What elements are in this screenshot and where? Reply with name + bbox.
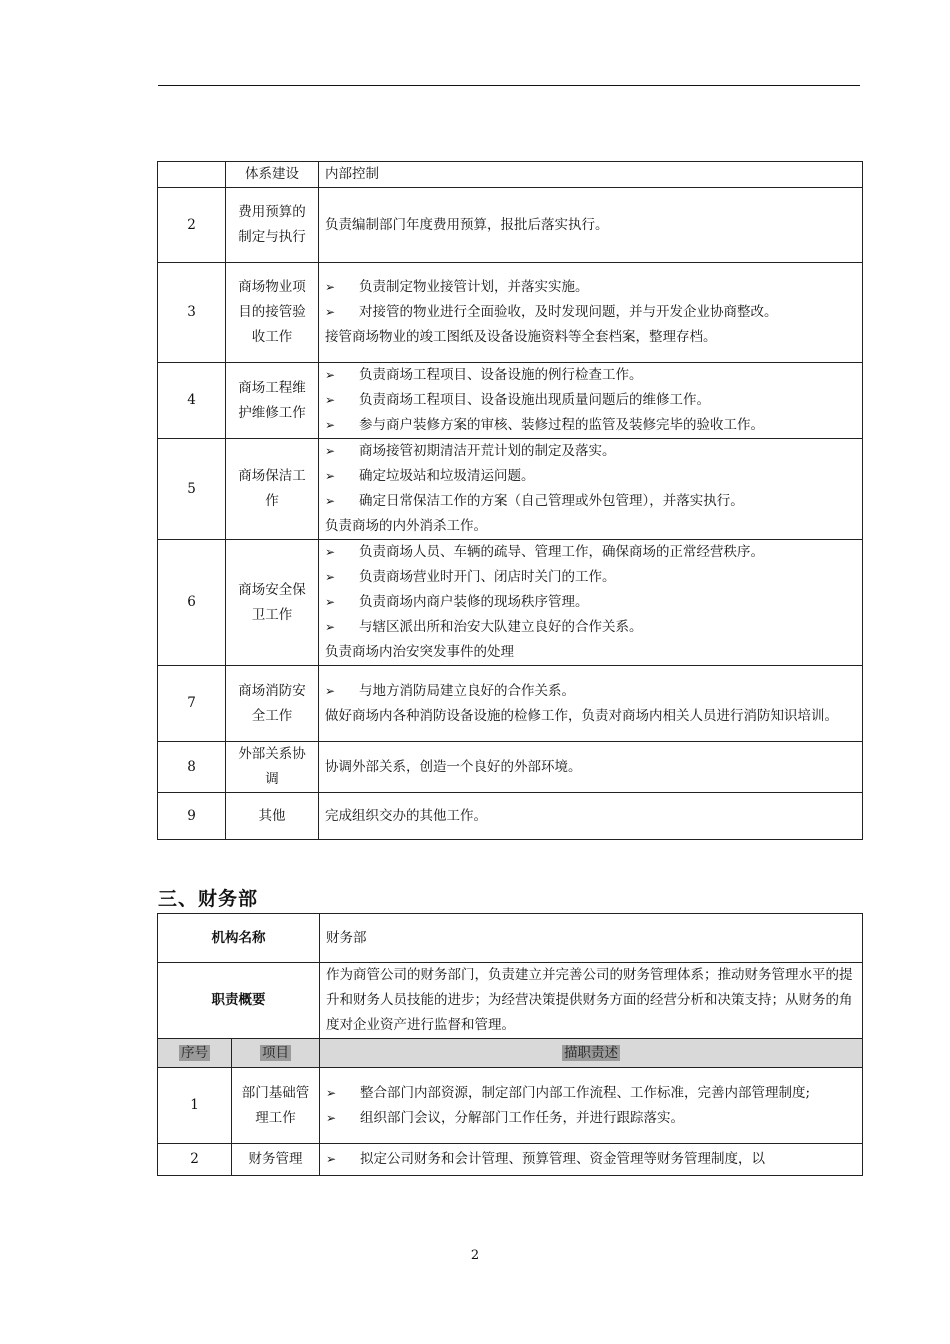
org-name-row bbox=[158, 914, 863, 963]
row-number: 9 bbox=[158, 793, 226, 840]
row-item: 部门基础管理工作 bbox=[232, 1068, 320, 1144]
desc-line: 负责编制部门年度费用预算，报批后落实执行。 bbox=[325, 216, 609, 233]
row-item: 商场安全保卫工作 bbox=[226, 540, 319, 666]
table-row bbox=[158, 439, 863, 540]
bullet-line: ➢ 负责商场营业时开门、闭店时关门的工作。 bbox=[325, 565, 856, 590]
row-desc bbox=[319, 666, 863, 742]
duty-summary-value: 作为商管公司的财务部门，负责建立并完善公司的财务管理体系；推动财务管理水平的提升和财务人员技能的进步；为经营决策提供财务方面的经营分析和决策支持；从财务的角度对企业资产进行监督和管理。 bbox=[320, 963, 863, 1039]
row-item: 财务管理 bbox=[232, 1144, 320, 1176]
bullet-line: ➢ 确定垃圾站和垃圾清运问题。 bbox=[325, 464, 856, 489]
arrow-bullet-icon: ➢ bbox=[325, 393, 336, 407]
row-number: 7 bbox=[158, 666, 226, 742]
header-cell-system: 体系建设 bbox=[226, 162, 319, 188]
row-desc bbox=[319, 439, 863, 540]
row-desc bbox=[319, 742, 863, 793]
header-cell-desc: 描职责述 bbox=[320, 1039, 863, 1068]
header-cell-control: 内部控制 bbox=[319, 162, 863, 188]
bullet-line: ➢ 与辖区派出所和治安大队建立良好的合作关系。 bbox=[325, 615, 856, 640]
arrow-bullet-icon: ➢ bbox=[325, 595, 336, 609]
arrow-bullet-icon: ➢ bbox=[325, 494, 336, 508]
arrow-bullet-icon: ➢ bbox=[325, 570, 336, 584]
table-row bbox=[158, 793, 863, 840]
bullet-line: ➢ 负责商场工程项目、设备设施的例行检查工作。 bbox=[325, 363, 856, 388]
bullet-line: ➢ 拟定公司财务和会计管理、预算管理、资金管理等财务管理制度，以 bbox=[326, 1147, 856, 1172]
row-item: 费用预算的制定与执行 bbox=[226, 188, 319, 263]
row-item: 商场保洁工作 bbox=[226, 439, 319, 540]
table-row bbox=[158, 666, 863, 742]
row-item: 其他 bbox=[226, 793, 319, 840]
table-row bbox=[158, 263, 863, 363]
duty-summary-row bbox=[158, 963, 863, 1039]
header-cell-no: 序号 bbox=[158, 1039, 232, 1068]
duty-summary-label: 职责概要 bbox=[158, 963, 320, 1039]
table-header-row bbox=[158, 1039, 863, 1068]
arrow-bullet-icon: ➢ bbox=[325, 620, 336, 634]
row-number: 8 bbox=[158, 742, 226, 793]
row-desc bbox=[319, 263, 863, 363]
bullet-line: ➢ 对接管的物业进行全面验收，及时发现问题，并与开发企业协商整改。 bbox=[325, 300, 856, 325]
row-number: 1 bbox=[158, 1068, 232, 1144]
table-row bbox=[158, 1068, 863, 1144]
table-row bbox=[158, 363, 863, 439]
row-desc bbox=[319, 540, 863, 666]
section-title: 三、财务部 bbox=[158, 888, 259, 910]
table-row bbox=[158, 742, 863, 793]
row-desc bbox=[319, 188, 863, 263]
row-number: 5 bbox=[158, 439, 226, 540]
org-name-value: 财务部 bbox=[320, 914, 863, 963]
bullet-line: ➢ 商场接管初期清洁开荒计划的制定及落实。 bbox=[325, 439, 856, 464]
arrow-bullet-icon: ➢ bbox=[325, 418, 336, 432]
desc-line: 完成组织交办的其他工作。 bbox=[325, 807, 487, 824]
desc-line: 接管商场物业的竣工图纸及设备设施资料等全套档案，整理存档。 bbox=[325, 329, 717, 345]
desc-line: 负责商场内治安突发事件的处理 bbox=[325, 644, 514, 660]
desc-line: 协调外部关系，创造一个良好的外部环境。 bbox=[325, 758, 582, 775]
row-item: 商场工程维护维修工作 bbox=[226, 363, 319, 439]
arrow-bullet-icon: ➢ bbox=[325, 545, 336, 559]
row-item: 商场物业项目的接管验收工作 bbox=[226, 263, 319, 363]
page-number: 2 bbox=[470, 1248, 480, 1263]
row-desc bbox=[319, 793, 863, 840]
row-item: 外部关系协调 bbox=[226, 742, 319, 793]
arrow-bullet-icon: ➢ bbox=[325, 280, 336, 294]
arrow-bullet-icon: ➢ bbox=[325, 444, 336, 458]
org-name-label: 机构名称 bbox=[158, 914, 320, 963]
responsibility-table-engineering bbox=[157, 161, 863, 840]
table-header-row bbox=[158, 162, 863, 188]
desc-line: 做好商场内各种消防设备设施的检修工作，负责对商场内相关人员进行消防知识培训。 bbox=[325, 707, 838, 724]
table-row bbox=[158, 1144, 863, 1176]
bullet-line: ➢ 负责制定物业接管计划，并落实实施。 bbox=[325, 275, 856, 300]
header-rule bbox=[158, 85, 860, 86]
bullet-line: ➢ 负责商场人员、车辆的疏导、管理工作，确保商场的正常经营秩序。 bbox=[325, 540, 856, 565]
arrow-bullet-icon: ➢ bbox=[325, 683, 336, 698]
table-row bbox=[158, 540, 863, 666]
arrow-bullet-icon: ➢ bbox=[326, 1152, 337, 1166]
row-number: 2 bbox=[158, 188, 226, 263]
table-row bbox=[158, 188, 863, 263]
bullet-line: ➢ 确定日常保洁工作的方案（自己管理或外包管理），并落实执行。 bbox=[325, 489, 856, 514]
bullet-line: ➢ 负责商场内商户装修的现场秩序管理。 bbox=[325, 590, 856, 615]
bullet-line: ➢ 负责商场工程项目、设备设施出现质量问题后的维修工作。 bbox=[325, 388, 856, 413]
arrow-bullet-icon: ➢ bbox=[326, 1110, 337, 1125]
row-desc bbox=[320, 1144, 863, 1176]
finance-department-table bbox=[157, 913, 863, 1176]
row-item: 商场消防安全工作 bbox=[226, 666, 319, 742]
bullet-line: ➢ 与地方消防局建立良好的合作关系。 bbox=[325, 679, 856, 704]
row-desc bbox=[320, 1068, 863, 1144]
row-number: 4 bbox=[158, 363, 226, 439]
header-cell-item: 项目 bbox=[232, 1039, 320, 1068]
bullet-line: ➢ 参与商户装修方案的审核、装修过程的监管及装修完毕的验收工作。 bbox=[325, 413, 856, 438]
arrow-bullet-icon: ➢ bbox=[326, 1085, 337, 1100]
arrow-bullet-icon: ➢ bbox=[325, 368, 336, 382]
bullet-line: ➢ 整合部门内部资源，制定部门内部工作流程、工作标准，完善内部管理制度; bbox=[326, 1081, 856, 1106]
row-number: 3 bbox=[158, 263, 226, 363]
arrow-bullet-icon: ➢ bbox=[325, 305, 336, 319]
row-number: 6 bbox=[158, 540, 226, 666]
row-desc bbox=[319, 363, 863, 439]
bullet-line: ➢ 组织部门会议，分解部门工作任务，并进行跟踪落实。 bbox=[326, 1106, 856, 1131]
desc-line: 负责商场的内外消杀工作。 bbox=[325, 518, 487, 534]
row-number: 2 bbox=[158, 1144, 232, 1176]
arrow-bullet-icon: ➢ bbox=[325, 469, 336, 483]
